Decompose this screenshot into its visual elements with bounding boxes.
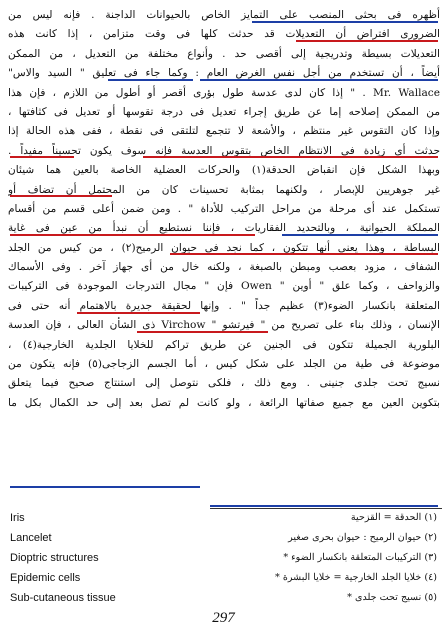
footnote-arabic-text: (١) الحدقة = القزحية (350, 512, 437, 523)
text-line: بتكوين العين مع جميع صفاتها الرائعة ، ولو كانت لم تصل بعد إلى حد الكمال بكل ما (8, 396, 440, 409)
text-line: البساطة ، وهذا يعنى أنها تتكون ، كما نجد فى حيوان الرميح(٢) ، من كيس من الجلد (8, 241, 440, 254)
text-line: والزواحف ، وكما علق " أوين " Owen فإن " مجال التدرجات الموجودة فى التركيبات (8, 280, 440, 293)
text-line: المتعلقة بانكسار الضوء(٣) عظيم جداً " . وإنها لحقيقة جديرة بالاهتمام أنه حتى فى (8, 299, 440, 312)
text-line: Mr. Wallace . " إذا كان لدى عدسة طول بؤرى أقصر أو أطول من اللازم ، فإن هذا (8, 86, 440, 99)
footnote-row (0, 512, 447, 530)
text-line: التعديلات بسيطة وتدريجية إلى أقصى حد . وأنواع مختلفة من التعديل ، من الممكن (8, 47, 440, 60)
text-line: أيضاً ، أن تستخدم من أجل نفس الغرض العام : وكما جاء فى تعليق " السيد والاس" (8, 67, 440, 80)
footnote-row (0, 552, 447, 570)
footnote-english-term: Dioptric structures (10, 552, 99, 564)
text-line: البلورية الجميلة تتكون فى الجنين عن طريق تراكم للخلايا الجلدية الخارجية(٤) ، (8, 338, 440, 351)
footnotes (0, 512, 447, 612)
footnote-row (0, 572, 447, 590)
text-line: الشفاف ، مزود بعصب ومبطن بالصبغة ، ولكنه خال من أى جهاز آخر . وفى الأسماك (8, 261, 440, 274)
footnote-row (0, 532, 447, 550)
page-number: 297 (212, 610, 235, 626)
text-line: غير جوهريين للإبصار ، ولكنهما بمثابة تحسينات كان من المحتمل أن تضاف أو (8, 183, 440, 196)
text-line: موضوعة فى طية من الجلد على شكل كيس ، أما الجسم الزجاجى(٥) فإنه يتكون من (8, 358, 440, 371)
text-line: وإذا كان التقوس غير منتظم ، والأشعة لا تتجمع لتلتقى فى نقطة ، ففى هذه الحالة إذا (8, 125, 440, 138)
text-line: أظهره فى بحثى المنصب على التمايز الخاص بالحيوانات الداجنة . فإنه ليس من (8, 9, 440, 21)
footnote-english-term: Epidemic cells (10, 572, 81, 584)
text-line: نسيج تحت جلدى جنينى . ومع ذلك ، فلكى نتوصل إلى استنتاج صحيح فيما يتعلق (8, 377, 440, 390)
footnote-arabic-text: (٤) خلايا الجلد الخارجية = خلايا البشرة * (275, 572, 437, 583)
text-line: وبهذا الشكل فإن انقباض الحدقة(١) والحركات العضلية الخاصة بالعين هما شيئان (8, 164, 440, 177)
text-line: من الممكن إصلاحه إما عن طريق إجراء تعديل فى درجة تقوسها أو تعديل فى كثافتها ، (8, 105, 440, 118)
footnote-english-term: Sub-cutaneous tissue (10, 592, 116, 604)
footnote-english-term: Lancelet (10, 532, 52, 544)
footnote-arabic-text: (٣) التركيبات المتعلقة بانكسار الضوء * (283, 552, 437, 563)
footnote-arabic-text: (٢) حيوان الرميح : حيوان بحرى صغير (288, 532, 437, 543)
footnote-divider (210, 508, 442, 509)
text-line: تستكمل عند أى مرحلة من مراحل التركيب للأداة " . ومن ضمن أعلى قسم من أقسام (8, 202, 440, 215)
text-line: الضرورى افتراض أن التعديلات قد حدثت كلها فى وقت متزامن ، إذا كانت هذه (8, 28, 440, 41)
footnote-english-term: Iris (10, 512, 25, 524)
footnote-arabic-text: (٥) نسيج تحت جلدى * (347, 592, 437, 603)
footnote-row (0, 592, 447, 610)
text-line: الإنسان ، وذلك بناء على تصريح من " فيرتشو " Virchow ذى الشأن العالى ، فإن العدسة (8, 319, 440, 332)
text-line: حدثت أى زيادة فى الانتظام الخاص بتقوس العدسة فإنه سوف يكون تحسيناً مفيداً . (8, 144, 440, 157)
body-text (8, 6, 440, 413)
text-line: المملكة الحيوانية ، وبالتحديد الفقاريات ، فإننا نستطيع أن نبدأ من عين فى غاية (8, 222, 440, 235)
